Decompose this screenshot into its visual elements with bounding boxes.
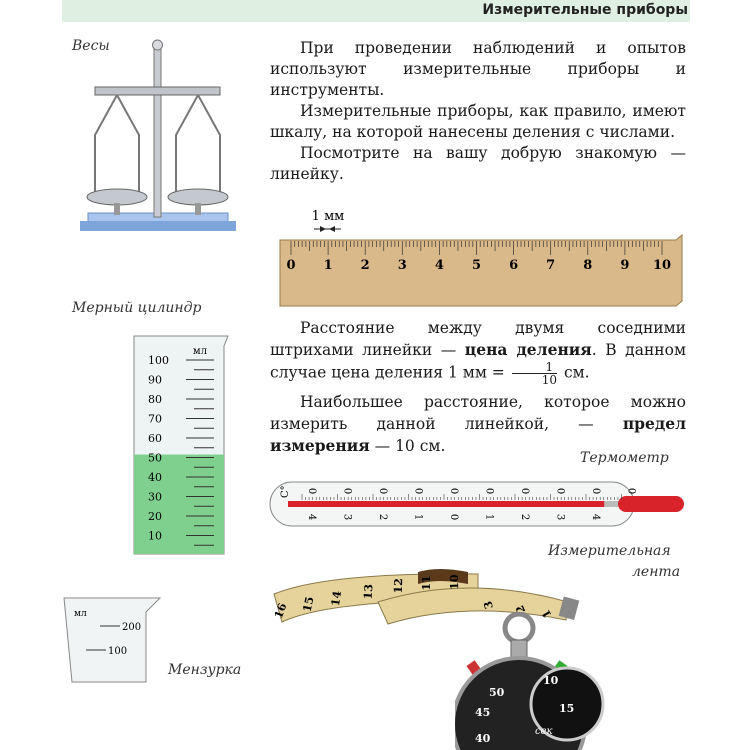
cylinder-label: 30: [148, 490, 162, 504]
stopwatch-crown: [511, 640, 527, 658]
thermometer-top-label: 0: [554, 487, 566, 495]
ruler-number: 5: [471, 258, 482, 273]
paragraph-3: Посмотрите на вашу добрую знакомую — линейку.: [270, 144, 686, 183]
left-hanger: [95, 95, 139, 195]
ruler-number: 8: [583, 258, 593, 273]
cylinder-label: 10: [148, 529, 162, 543]
tape-number: 10: [447, 574, 462, 591]
paragraph-5: [270, 392, 686, 457]
thermometer-bottom-label: 1: [483, 513, 495, 521]
beaker-label-200: 200: [122, 622, 142, 633]
caption-beaker: Мензурка: [168, 662, 242, 678]
thermometer-top-label: 0: [590, 487, 601, 495]
tape-number: 11: [420, 575, 433, 591]
ruler-number: 1: [323, 258, 333, 273]
thermometer-bottom-label: 3: [341, 513, 353, 521]
fraction-numerator: 1: [545, 360, 554, 374]
scales-pillar: [154, 47, 161, 217]
ruler-number: 2: [360, 258, 370, 273]
stopwatch-label-sec: сек: [535, 726, 553, 737]
thermometer-bottom-label: 2: [519, 513, 530, 521]
tape-number: 3: [481, 599, 496, 611]
definition-text: [270, 318, 686, 457]
p4-text-3: см.: [559, 363, 590, 382]
ruler-number: 4: [434, 258, 444, 273]
scales-beam: [95, 87, 220, 95]
term-division-value: цена деления: [464, 340, 592, 359]
ruler-number: 10: [652, 258, 672, 273]
intro-text: [270, 38, 686, 185]
cylinder-label: 90: [148, 373, 162, 387]
fraction-denominator: 10: [512, 373, 557, 386]
cylinder-label: 80: [148, 393, 162, 406]
thermometer-top-label: 0: [341, 487, 353, 495]
ruler-illustration: [276, 205, 686, 310]
thermometer-liquid: [288, 501, 604, 507]
left-pan-stand: [114, 203, 120, 215]
thermometer-bottom-label: 1: [412, 513, 424, 521]
cylinder-unit: мл: [192, 346, 208, 357]
ruler-mm-label: 1 мм: [311, 209, 345, 224]
thermometer-top-label: 0: [519, 487, 530, 495]
thermometer-top-label: 0: [483, 487, 495, 495]
cylinder-label: 70: [148, 412, 162, 426]
beaker-label-100: 100: [108, 646, 128, 657]
beaker: [60, 592, 170, 692]
tape-number: 15: [300, 595, 317, 614]
left-pan: [87, 189, 147, 205]
paragraph-1: При проведении наблюдений и опытов используют измерительные приборы и инструменты.: [270, 39, 686, 99]
scales-knob: [153, 40, 163, 50]
caption-thermometer: Термометр: [580, 450, 669, 466]
thermometer-top-label: 0: [306, 487, 317, 495]
stopwatch-label-50: 50: [489, 686, 505, 699]
stopwatch: [455, 612, 615, 750]
paragraph-4: [270, 318, 686, 386]
tape-number: 13: [361, 583, 376, 600]
thermometer-bottom-label: 3: [554, 513, 566, 521]
thermometer-bulb: [618, 496, 684, 512]
stopwatch-label-15: 15: [559, 702, 575, 715]
thermometer-bottom-label: 2: [377, 513, 388, 521]
p4-text-1: Расстояние между двумя соседними штрихами линейки —: [270, 319, 686, 359]
ruler-number: 7: [546, 258, 556, 273]
thermometer-top-label: 0: [412, 487, 424, 495]
stopwatch-label-40: 40: [475, 732, 491, 745]
stopwatch-label-45: 45: [475, 706, 491, 719]
paragraph-2: Измерительные приборы, как правило, имеют шкалу, на которой нанесены деления с числами.: [270, 102, 686, 141]
caption-scales: Весы: [72, 38, 110, 54]
beaker-unit: мл: [74, 609, 87, 619]
p5-text-1: Наибольшее расстояние, которое можно измерить данной линейкой, —: [270, 393, 686, 433]
cylinder-label: 60: [148, 432, 162, 445]
thermometer: [268, 476, 688, 534]
cylinder-label: 20: [148, 510, 162, 523]
tape-number: 1: [539, 607, 555, 621]
p4-text-2: . В данном случае цена деления 1 мм =: [270, 341, 687, 382]
ruler-number: 6: [509, 258, 519, 273]
thermometer-unit: С°: [280, 485, 291, 498]
thermometer-bottom-label: 0: [448, 513, 459, 521]
thermometer-bottom-label: 4: [590, 513, 601, 521]
cylinder-label: 50: [148, 451, 162, 465]
tape-number: 14: [329, 590, 345, 607]
caption-cylinder: Мерный цилиндр: [72, 300, 202, 316]
thermometer-top-label: 0: [448, 487, 459, 495]
tape-number: 12: [391, 577, 406, 594]
ruler-number: 3: [397, 258, 407, 273]
thermometer-top-label: 0: [377, 487, 388, 495]
ruler-number: 0: [286, 258, 296, 273]
ruler-number: 9: [620, 258, 630, 273]
thermometer-bottom-label: 4: [306, 513, 317, 521]
right-hanger: [176, 95, 220, 195]
term-measurement-limit: предел измерения: [270, 414, 686, 455]
caption-tape-line1: Измерительная: [548, 543, 671, 559]
tape-number: 2: [513, 603, 529, 616]
stopwatch-ring: [505, 614, 533, 642]
cylinder-label: 40: [148, 471, 162, 484]
cylinder-label: 100: [148, 354, 169, 367]
caption-tape-line2: лента: [632, 564, 681, 580]
fraction: [512, 361, 557, 386]
p5-text-2: — 10 см.: [369, 437, 446, 455]
scales-illustration: [80, 35, 245, 235]
tape-number: 16: [271, 601, 290, 621]
graduated-cylinder: [128, 332, 233, 560]
right-pan-stand: [195, 203, 201, 215]
scales-foot: [80, 221, 236, 231]
page-title: Измерительные приборы: [482, 2, 688, 18]
thermometer-top-label: 0: [625, 487, 637, 495]
stopwatch-label-10: 10: [543, 674, 559, 687]
right-pan: [168, 189, 228, 205]
